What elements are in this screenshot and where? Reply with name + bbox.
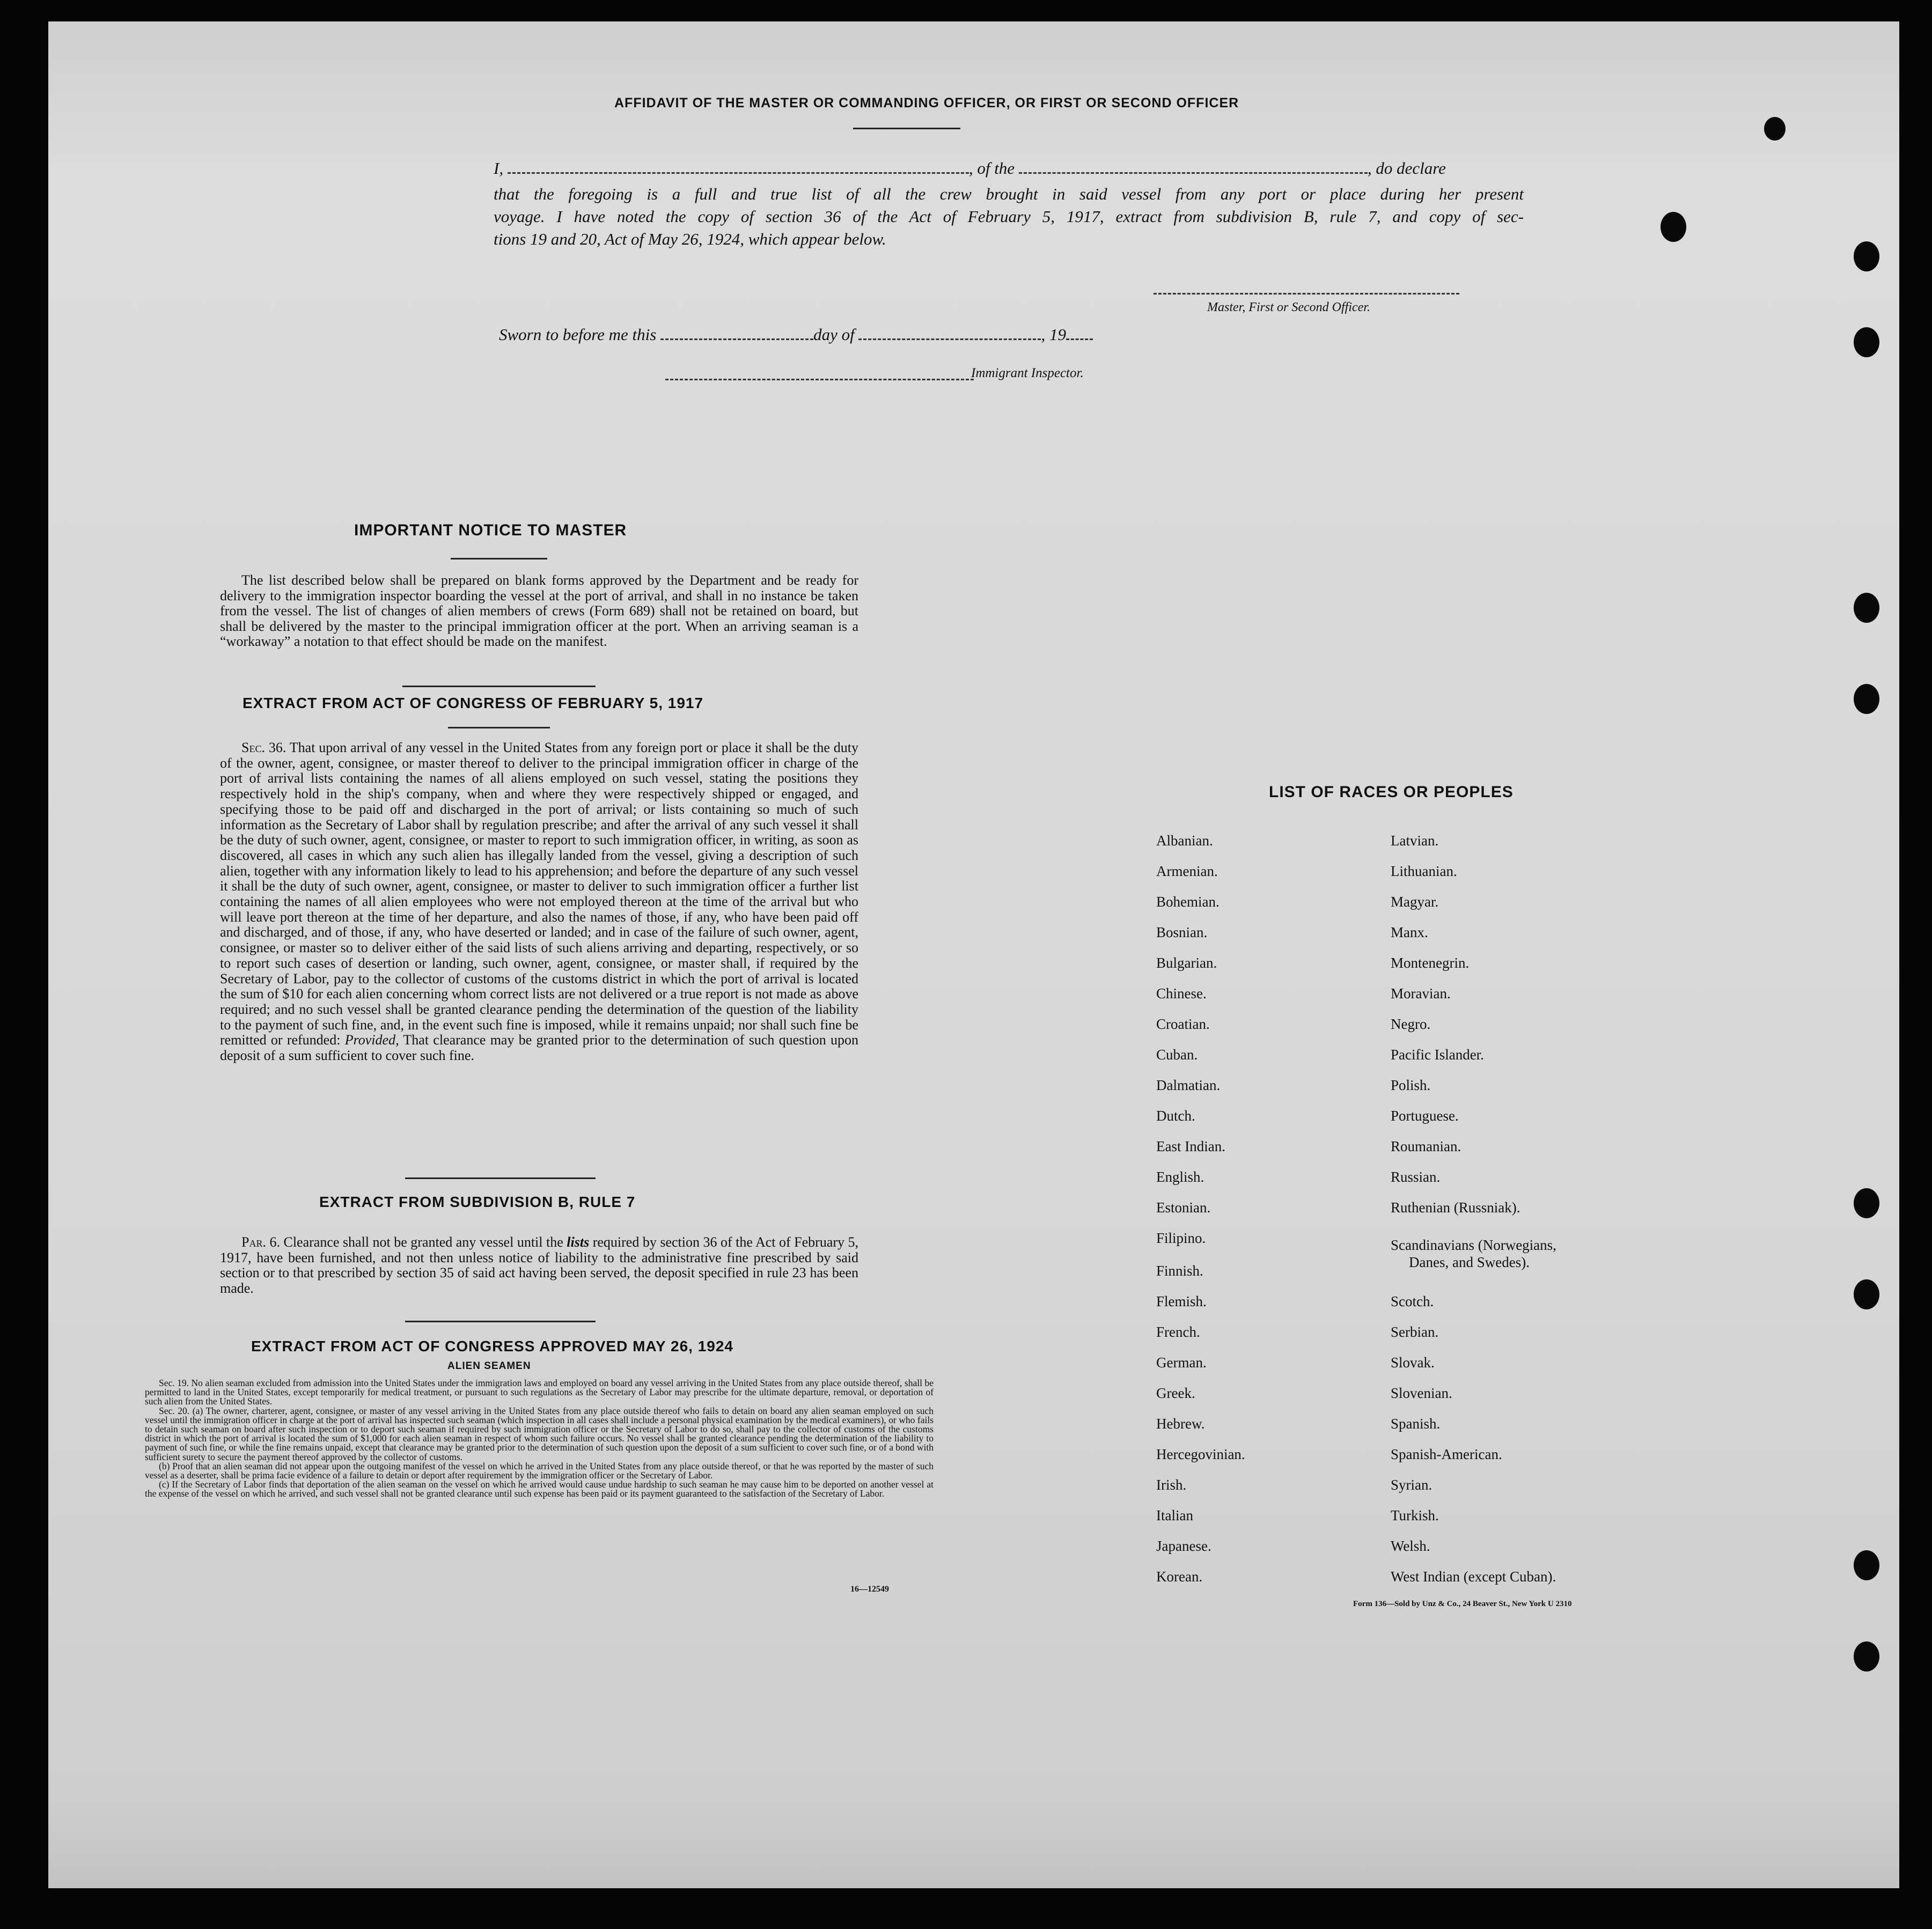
form-code: 16—12549: [850, 1585, 889, 1594]
race-item: Lithuanian.: [1391, 863, 1457, 879]
sec-20b-text: (b) Proof that an alien seaman did not appear upon the outgoing manifest of the vessel on which he arrived in the United States from any place outside thereof, or that he was reported by the master of such vessel as a deserter, shall be prima facie evidence of a failure to detain or deport after requirement by the immigration officer or the Secretary of Labor.: [145, 1460, 934, 1481]
par-6-label: Par. 6.: [241, 1234, 280, 1250]
race-item: Chinese.: [1156, 985, 1207, 1002]
provided-word: Provided,: [344, 1032, 399, 1048]
binder-hole: [1661, 212, 1686, 242]
race-item: Montenegrin.: [1391, 955, 1470, 971]
race-item: Welsh.: [1391, 1538, 1430, 1554]
race-item: Armenian.: [1156, 863, 1218, 879]
extract-1924-subtitle: ALIEN SEAMEN: [447, 1360, 531, 1372]
race-item: Russian.: [1391, 1169, 1441, 1185]
day-of-label: day of: [813, 325, 855, 344]
sworn-label: Sworn to before me this: [499, 325, 657, 344]
race-item: Portuguese.: [1391, 1108, 1459, 1124]
race-item: Roumanian.: [1391, 1138, 1461, 1154]
section-divider: [405, 1321, 596, 1322]
sworn-line: [499, 325, 1540, 344]
race-item: Scotch.: [1391, 1293, 1434, 1309]
extract-1917-title: EXTRACT FROM ACT OF CONGRESS OF FEBRUARY 5, 1917: [243, 695, 704, 711]
race-item: Moravian.: [1391, 985, 1451, 1002]
race-item: Flemish.: [1156, 1293, 1207, 1309]
rule7-text: [220, 1235, 858, 1296]
binder-hole: [1854, 1279, 1879, 1309]
sworn-month-field[interactable]: [858, 329, 1041, 340]
section-divider: [405, 1177, 596, 1179]
do-declare-label: , do declare: [1367, 159, 1446, 178]
race-item: Filipino.: [1156, 1230, 1206, 1246]
race-item: Bulgarian.: [1156, 955, 1217, 971]
of-the-label: , of the: [968, 159, 1015, 178]
race-item: Spanish-American.: [1391, 1446, 1502, 1462]
affidavit-body-line: that the foregoing is a full and true list of all the crew brought in said vessel from any port or place during her present: [494, 185, 1524, 203]
extract-1924-title: EXTRACT FROM ACT OF CONGRESS APPROVED MAY 26, 1924: [251, 1338, 733, 1354]
race-item: Hercegovinian.: [1156, 1446, 1245, 1462]
notice-title: IMPORTANT NOTICE TO MASTER: [354, 521, 627, 539]
affidavit-title-rule: [853, 128, 960, 129]
binder-hole: [1854, 593, 1879, 623]
affidavit-body-line: voyage. I have noted the copy of section 36 of the Act of February 5, 1917, extract from subdivision B, rule 7, and copy of sec-: [494, 207, 1524, 226]
notice-title-rule: [451, 558, 547, 559]
race-item: Dalmatian.: [1156, 1077, 1221, 1093]
sworn-year-field[interactable]: [1066, 329, 1093, 340]
notice-paragraph: The list described below shall be prepared on blank forms approved by the Department and be ready for delivery to the immigration inspector boarding the vessel at the port of arrival, and shall in no instance be taken from the vessel. The list of changes of alien members of crews (Form 689) shall not be retained on board, but shall be delivered by the master to the principal immigration officer at the port. When an arriving seaman is a “workaway” a notation to that effect should be made on the manifest.: [220, 572, 858, 650]
master-signature-caption: Master, First or Second Officer.: [1207, 300, 1370, 314]
race-item: Polish.: [1391, 1077, 1431, 1093]
race-item: Albanian.: [1156, 833, 1213, 849]
binder-hole: [1854, 241, 1879, 271]
race-item: Turkish.: [1391, 1507, 1439, 1523]
binder-hole: [1854, 327, 1879, 357]
race-item: Scandinavians (Norwegians,: [1391, 1237, 1556, 1253]
form-publisher-note: Form 136—Sold by Unz & Co., 24 Beaver St., New York U 2310: [1353, 1600, 1572, 1608]
master-signature-field[interactable]: [1154, 283, 1459, 294]
rule7-title: EXTRACT FROM SUBDIVISION B, RULE 7: [319, 1194, 636, 1210]
race-item: Syrian.: [1391, 1477, 1433, 1493]
sec-36-text: That upon arrival of any vessel in the United States from any foreign port or place it shall be the duty of the owner, agent, consignee, or master thereof to deliver to the principal immigration officer in charge of the port of arrival lists containing the names of all aliens employed on such vessel, stating the positions they respectively hold in the ship's company, when and where they were respectively shipped or engaged, and specifying those to be paid off and discharged in the port of arrival; or lists containing so much of such information as the Secretary of Labor shall by regulation prescribe; and after the arrival of any such vessel it shall be the duty of such owner, agent, consignee, or master to report to such immigration officer, in writing, as soon as discovered, all cases in which any such alien has illegally landed from the vessel, giving a description of such alien, together with any information likely to lead to his apprehension; and before the departure of any such vessel it shall be the duty of such owner, agent, consignee, or master to deliver to such immigration officer a further list containing the names of all alien employees who were not employed thereon at the time of the arrival but who will leave port thereon at the time of her departure, and also the names of those, if any, who have been paid off and discharged, and of those, if any, who have deserted or landed; and in case of the failure of such owner, agent, consignee, or master so to deliver either of the said lists of such aliens arriving and departing, respectively, or so to report such cases of desertion or landing, such owner, agent, consignee, or master shall, if required by the Secretary of Labor, pay to the collector of customs of the customs district in which the port of arrival is located the sum of $10 for each alien concerning whom correct lists are not delivered or a true report is not made as above required; and no such vessel shall be granted clearance pending the determination of the question of the liability to the payment of such fine, and, in the event such fine is imposed, while it remains unpaid; nor shall such fine be remitted or refunded:: [220, 740, 859, 1048]
race-item: Danes, and Swedes).: [1409, 1254, 1530, 1270]
race-item: Finnish.: [1156, 1263, 1203, 1279]
race-item: Magyar.: [1391, 894, 1439, 910]
vessel-field[interactable]: [1019, 163, 1368, 174]
race-item: Pacific Islander.: [1391, 1047, 1484, 1063]
sec-20c-text: (c) If the Secretary of Labor finds that deportation of the alien seaman on the vessel on which he arrived would cause undue hardship to such seaman he may cause him to be deported on another vessel at the expense of the vessel on which he arrived, and such vessel shall not be granted clearance until such expense has been paid or its payment guaranteed to the satisfaction of the Secretary of Labor.: [145, 1479, 934, 1499]
race-item: Cuban.: [1156, 1047, 1198, 1063]
sec-20a-text: Sec. 20. (a) The owner, charterer, agent, consignee, or master of any vessel arriving in the United States from any place outside thereof who fails to detain on board any alien seaman employed on such vessel until the immigration officer in charge at the port of arrival has inspected such seaman (which inspection in all cases shall include a personal physical examination by the medical examiners), or who fails to detain such seaman on board after such inspection or to deport such seaman if required by such immigration officer or the Secretary of Labor to do so, shall pay to the collector of customs of the customs district in which the port of arrival is located the sum of $1,000 for each alien seaman in respect of whom such failure occurs. No vessel shall be granted clearance pending the determination of the liability to payment of such fine, or while the fine remains unpaid, except that clearance may be granted prior to the determination of such question upon the deposit of a sum sufficient to cover such fine, or of a bond with sufficient surety to secure the payment thereof approved by the collector of customs.: [145, 1405, 934, 1462]
race-item: Irish.: [1156, 1477, 1187, 1493]
lists-word: lists: [567, 1234, 590, 1250]
affidavit-title: AFFIDAVIT OF THE MASTER OR COMMANDING OFFICER, OR FIRST OR SECOND OFFICER: [614, 95, 1239, 111]
binder-hole: [1854, 684, 1879, 714]
name-field[interactable]: [508, 163, 969, 174]
year-label: , 19: [1041, 325, 1066, 344]
race-item: West Indian (except Cuban).: [1391, 1569, 1556, 1585]
sec-36-label: Sec. 36.: [241, 740, 287, 755]
race-item: Slovak.: [1391, 1354, 1435, 1371]
race-item: Italian: [1156, 1507, 1193, 1523]
race-item: Japanese.: [1156, 1538, 1211, 1554]
race-item: East Indian.: [1156, 1138, 1225, 1154]
affidavit-declaration-line: [494, 159, 1534, 178]
race-item: Negro.: [1391, 1016, 1431, 1032]
race-item: Dutch.: [1156, 1108, 1195, 1124]
par-6-text: Clearance shall not be granted any vessel until the: [283, 1234, 563, 1250]
sec-36-text-end: That clearance may be granted prior to the determination of such question upon deposit of a sum sufficient to cover such fine.: [220, 1032, 859, 1064]
sec-19-text: Sec. 19. No alien seaman excluded from admission into the United States under the immigration laws and employed on board any vessel arriving in the United States from any place outside thereof, shall be permitted to land in the United States, except temporarily for medical treatment, or pursuant to such regulations as the Secretary of Labor may prescribe for the ultimate departure, removal, or deportation of such alien from the United States.: [145, 1378, 934, 1407]
par-6-text-end: required by section 36 of the Act of February 5, 1917, have been furnished, and not then unless notice of liability to the administrative fine prescribed by said section or to that prescribed by section 35 of said act having been served, the deposit specified in rule 23 has been made.: [220, 1234, 859, 1296]
extract-1924-text: [145, 1379, 934, 1499]
extract-1917-title-rule: [448, 727, 550, 728]
form-page: [48, 21, 1899, 1888]
race-item: Ruthenian (Russniak).: [1391, 1199, 1520, 1216]
notice-text: [220, 573, 858, 650]
race-item: Spanish.: [1391, 1416, 1441, 1432]
race-item: Greek.: [1156, 1385, 1195, 1401]
race-item: Croatian.: [1156, 1016, 1210, 1032]
race-item: Bohemian.: [1156, 894, 1220, 910]
race-item: English.: [1156, 1169, 1204, 1185]
binder-hole: [1764, 117, 1786, 141]
race-item: German.: [1156, 1354, 1207, 1371]
race-item: Estonian.: [1156, 1199, 1211, 1216]
section-divider: [402, 686, 596, 687]
race-item: Bosnian.: [1156, 924, 1208, 940]
sworn-day-field[interactable]: [660, 329, 813, 340]
i-label: I,: [494, 159, 504, 178]
races-title: LIST OF RACES OR PEOPLES: [1269, 783, 1514, 801]
affidavit-body-line: tions 19 and 20, Act of May 26, 1924, which appear below.: [494, 230, 886, 248]
binder-hole: [1854, 1641, 1879, 1672]
race-item: Hebrew.: [1156, 1416, 1205, 1432]
race-item: Slovenian.: [1391, 1385, 1452, 1401]
binder-hole: [1854, 1550, 1879, 1580]
inspector-signature-field[interactable]: [665, 369, 974, 380]
inspector-caption: Immigrant Inspector.: [971, 366, 1084, 380]
race-item: Serbian.: [1391, 1324, 1439, 1340]
race-item: Latvian.: [1391, 833, 1439, 849]
binder-hole: [1854, 1188, 1879, 1218]
race-item: Korean.: [1156, 1569, 1203, 1585]
page-shading: [48, 1792, 1899, 1888]
extract-1917-text: [220, 740, 858, 1064]
race-item: Manx.: [1391, 924, 1428, 940]
race-item: French.: [1156, 1324, 1200, 1340]
